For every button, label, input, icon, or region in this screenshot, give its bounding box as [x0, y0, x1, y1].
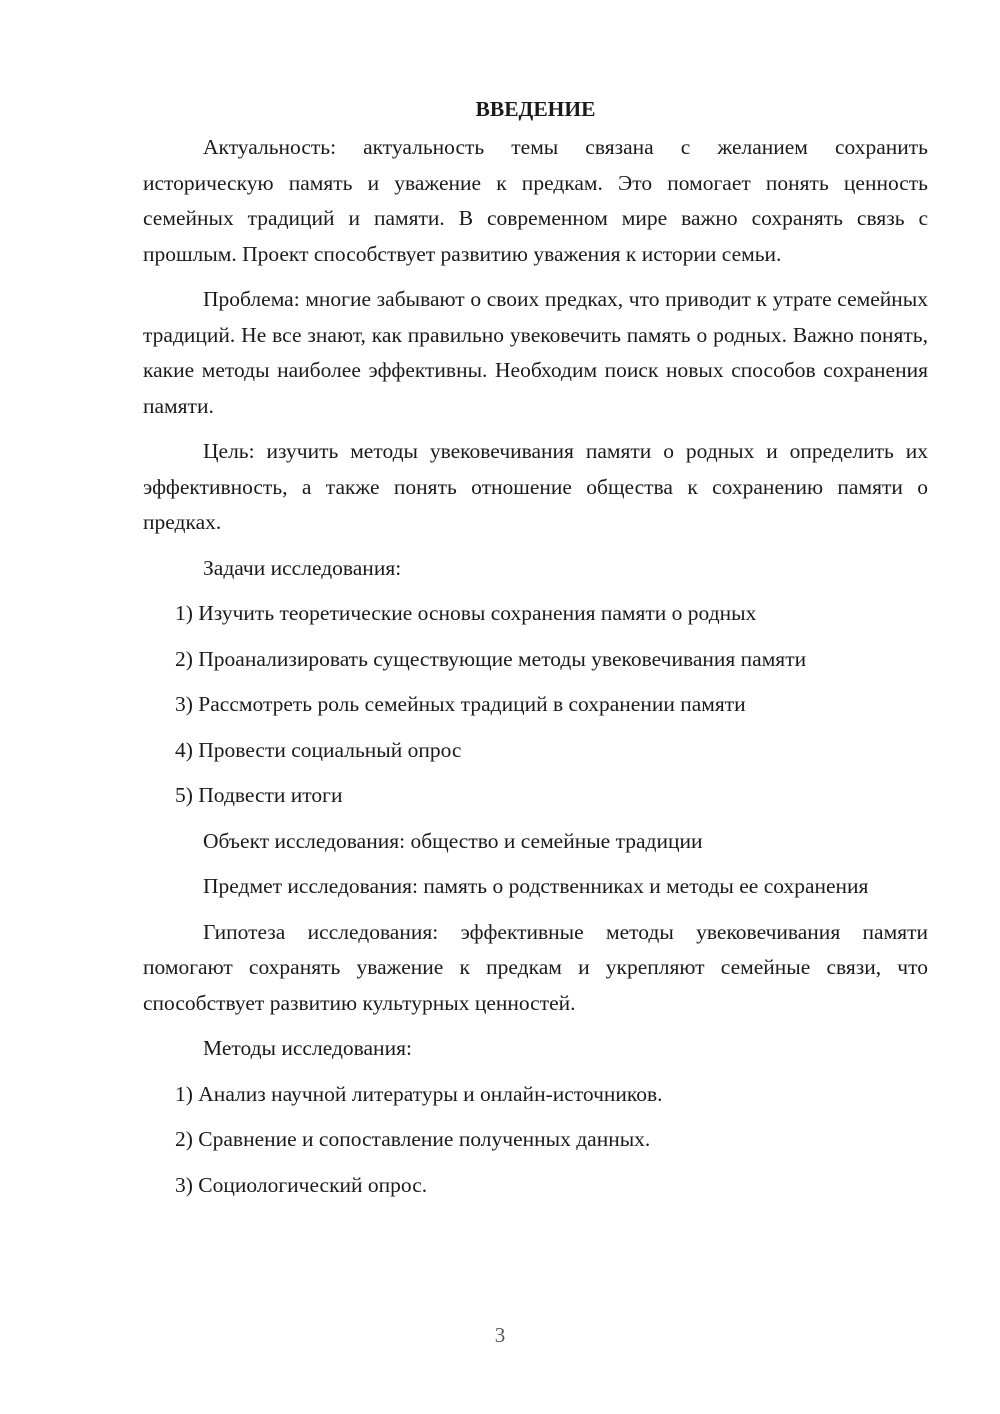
list-item: 5) Подвести итоги [175, 783, 343, 807]
list-item: 3) Рассмотреть роль семейных традиций в сохранении памяти [175, 692, 746, 716]
tasks-list [143, 596, 928, 814]
goal-paragraph: Цель: изучить методы увековечивания памяти о родных и определить их эффективность, а также понять отношение общества к сохранению памяти о предках. [143, 439, 928, 534]
tasks-heading: Задачи исследования: [203, 555, 402, 580]
page-number: 3 [494, 1323, 506, 1347]
problem-paragraph: Проблема: многие забывают о своих предках, что приводит к утрате семейных традиций. Не все знают, как правильно увековечить память о родных. Важно понять, какие методы наиболее эффективны. Необходим поиск новых способов сохранения памяти. [143, 287, 928, 418]
list-item: 2) Сравнение и сопоставление полученных данных. [175, 1127, 651, 1151]
subject-paragraph: Предмет исследования: память о родственниках и методы ее сохранения [203, 874, 869, 898]
section-title: ВВЕДЕНИЕ [475, 97, 596, 121]
list-item: 4) Провести социальный опрос [175, 737, 462, 762]
hypothesis-paragraph: Гипотеза исследования: эффективные методы увековечивания памяти помогают сохранять уважение к предкам и укрепляют семейные связи, что способствует развитию культурных ценностей. [143, 919, 928, 1015]
methods-heading: Методы исследования: [203, 1036, 412, 1060]
methods-list [143, 1077, 928, 1204]
list-item: 1) Изучить теоретические основы сохранения памяти о родных [175, 601, 757, 625]
document-body [143, 92, 928, 1213]
list-item: 2) Проанализировать существующие методы увековечивания памяти [175, 646, 807, 671]
object-paragraph: Объект исследования: общество и семейные традиции [203, 828, 703, 853]
relevance-paragraph: Актуальность: актуальность темы связана с желанием сохранить историческую память и уважение к предкам. Это помогает понять ценность семейных традиций и памяти. В современном мире важно сохранять связь с прошлым. Проект способствует развитию уважения к истории семьи. [143, 135, 928, 266]
list-item: 1) Анализ научной литературы и онлайн-источников. [175, 1081, 663, 1106]
list-item: 3) Социологический опрос. [175, 1172, 428, 1197]
